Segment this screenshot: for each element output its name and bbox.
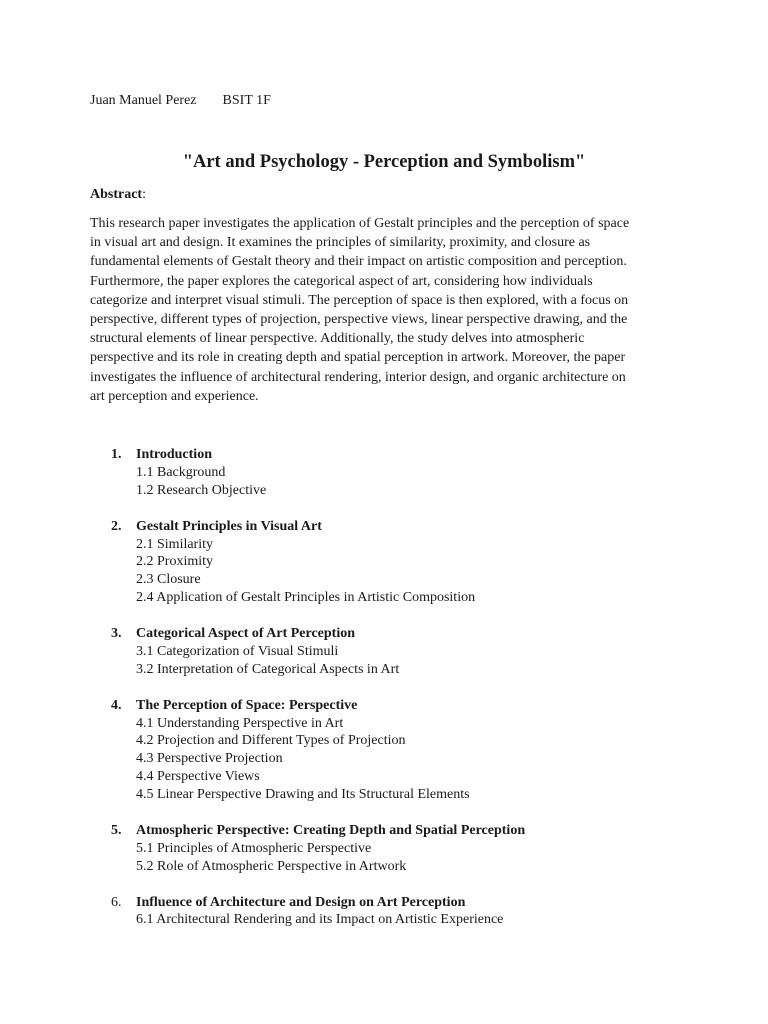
- toc-section: [90, 822, 690, 876]
- toc-subsection: 1.1 Background: [136, 464, 226, 480]
- toc-subsection: 2.3 Closure: [136, 572, 201, 588]
- abstract-line: structural elements of linear perspective. Additionally, the study delves into atmospheric: [90, 331, 585, 347]
- table-of-contents: [90, 446, 690, 947]
- abstract-label: Abstract: [90, 187, 143, 202]
- toc-subsection: 6.1 Architectural Rendering and its Impact on Artistic Experience: [136, 912, 504, 928]
- abstract-colon: :: [142, 187, 146, 202]
- abstract-line: perspective and its role in creating depth and spatial perception in artwork. Moreover, the paper: [90, 350, 626, 366]
- toc-subsection: 4.3 Perspective Projection: [136, 751, 283, 767]
- toc-section-number: 2.: [111, 518, 122, 534]
- toc-subsection: 3.1 Categorization of Visual Stimuli: [136, 643, 339, 659]
- toc-section-number: 3.: [111, 626, 122, 642]
- author-name: Juan Manuel Perez: [90, 93, 197, 108]
- abstract-heading: [90, 186, 146, 204]
- abstract-line: fundamental elements of Gestalt theory and their impact on artistic composition and perception.: [90, 254, 627, 270]
- abstract-line: This research paper investigates the application of Gestalt principles and the perception of space: [90, 216, 630, 231]
- toc-subsection: 5.2 Role of Atmospheric Perspective in Artwork: [136, 858, 407, 874]
- abstract-line: perspective, different types of projection, perspective views, linear perspective drawing, and the: [90, 312, 628, 328]
- toc-section-number: 1.: [111, 447, 122, 462]
- toc-section: [90, 697, 690, 804]
- toc-section-number: 6.: [111, 894, 122, 910]
- toc-subsection: 1.2 Research Objective: [136, 482, 267, 498]
- toc-section: [90, 894, 690, 930]
- abstract-text: [90, 214, 680, 406]
- toc-section: [90, 446, 690, 500]
- toc-subsection: 4.5 Linear Perspective Drawing and Its Structural Elements: [136, 787, 470, 803]
- abstract-line: art perception and experience.: [90, 388, 259, 404]
- toc-subsection: 2.4 Application of Gestalt Principles in Artistic Composition: [136, 590, 476, 606]
- toc-section-number: 5.: [111, 822, 122, 838]
- toc-section-title: Introduction: [136, 447, 212, 462]
- toc-section-title: Influence of Architecture and Design on Art Perception: [136, 894, 466, 910]
- toc-section-title: The Perception of Space: Perspective: [136, 697, 358, 713]
- toc-section-title: Gestalt Principles in Visual Art: [136, 518, 322, 534]
- toc-subsection: 4.1 Understanding Perspective in Art: [136, 715, 344, 731]
- toc-subsection: 2.1 Similarity: [136, 536, 213, 552]
- toc-section-title: Categorical Aspect of Art Perception: [136, 626, 356, 642]
- author-line: [90, 92, 271, 110]
- abstract-line: in visual art and design. It examines the principles of similarity, proximity, and closure as: [90, 235, 591, 251]
- toc-subsection: 3.2 Interpretation of Categorical Aspects in Art: [136, 661, 400, 677]
- toc-subsection: 4.4 Perspective Views: [136, 769, 260, 785]
- abstract-line: categorize and interpret visual stimuli. The perception of space is then explored, with a focus on: [90, 292, 629, 308]
- abstract-line: Furthermore, the paper explores the categorical aspect of art, considering how individuals: [90, 273, 593, 289]
- course-code: BSIT 1F: [222, 93, 271, 108]
- toc-section-number: 4.: [111, 697, 122, 713]
- abstract-line: investigates the influence of architectural rendering, interior design, and organic architecture on: [90, 369, 626, 385]
- toc-subsection: 2.2 Proximity: [136, 554, 214, 570]
- toc-subsection: 5.1 Principles of Atmospheric Perspective: [136, 840, 372, 856]
- toc-section: [90, 625, 690, 679]
- paper-title: "Art and Psychology - Perception and Symbolism": [182, 152, 586, 172]
- toc-section: [90, 518, 690, 608]
- toc-section-title: Atmospheric Perspective: Creating Depth and Spatial Perception: [136, 822, 526, 838]
- toc-subsection: 4.2 Projection and Different Types of Projection: [136, 733, 406, 749]
